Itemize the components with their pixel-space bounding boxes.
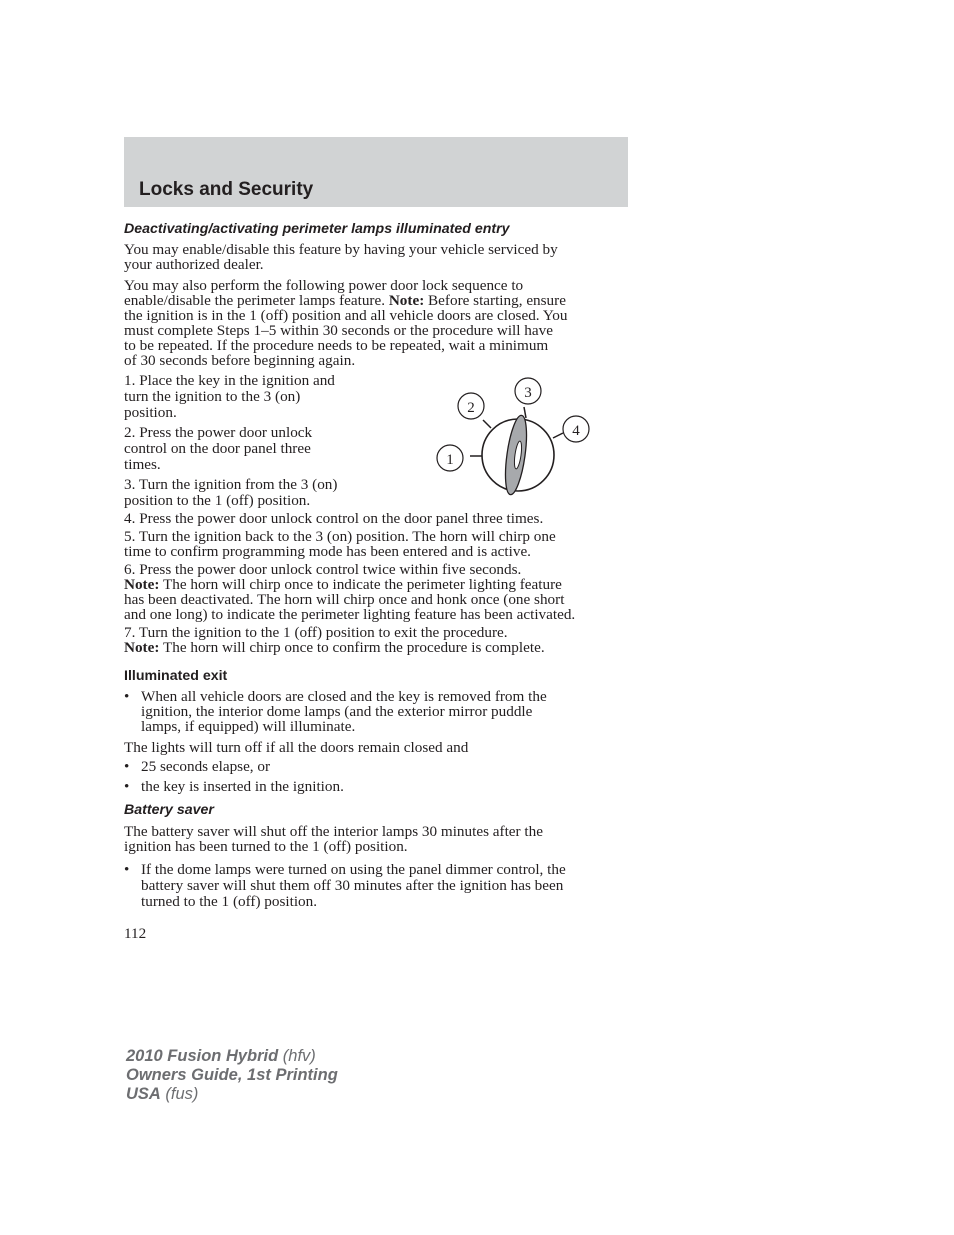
bullet-icon: •	[124, 688, 130, 705]
list-item: • If the dome lamps were turned on using the panel dimmer control, the battery saver will shut them off 30 minutes after the ignition has been turned to the 1 (off) position.	[124, 861, 566, 910]
subsection-heading-perimeter-lamps: Deactivating/activating perimeter lamps illuminated entry	[124, 221, 510, 237]
list-item: • 25 seconds elapse, or	[124, 758, 271, 775]
step-1: 1. Place the key in the ignition and turn the ignition to the 3 (on) position.	[124, 372, 335, 421]
step-2: 2. Press the power door unlock control on the door panel three times.	[124, 424, 313, 473]
text-line: to be repeated. If the procedure needs to be repeated, wait a minimum	[124, 337, 549, 354]
ignition-switch-diagram	[430, 375, 600, 500]
subsection-heading-illuminated-exit: Illuminated exit	[124, 668, 228, 684]
list-item: • When all vehicle doors are closed and the key is removed from the ignition, the interior dome lamps (and the exterior mirror puddle lamps, if equipped) will illuminate.	[124, 688, 547, 735]
text-line: You may enable/disable this feature by having your vehicle serviced by	[124, 241, 558, 258]
subsection-heading-battery-saver: Battery saver	[124, 802, 214, 818]
position-1-label: 1	[446, 452, 454, 468]
paragraph-battery-saver: The battery saver will shut off the interior lamps 30 minutes after the ignition has been turned to the 1 (off) position.	[124, 823, 543, 855]
list-item: • the key is inserted in the ignition.	[124, 778, 344, 795]
note-label: Note:	[388, 292, 425, 309]
position-2-tick	[483, 420, 491, 428]
text-line: your authorized dealer.	[124, 256, 264, 273]
note-label: Note:	[124, 639, 160, 656]
paragraph-enable-disable	[124, 242, 630, 272]
step-7: 7. Turn the ignition to the 1 (off) position to exit the procedure. Note: The horn will chirp once to confirm the procedure is complete.	[124, 624, 545, 656]
position-4-label: 4	[572, 423, 580, 439]
position-2-label: 2	[467, 400, 475, 416]
paragraph-lights-off: The lights will turn off if all the doors remain closed and	[124, 739, 469, 756]
step-3: 3. Turn the ignition from the 3 (on) position to the 1 (off) position.	[124, 476, 338, 509]
bullet-icon: •	[124, 861, 130, 878]
text-line: enable/disable the perimeter lamps feature. Note: Before starting, ensure	[124, 292, 566, 309]
step-4: 4. Press the power door unlock control on the door panel three times.	[124, 510, 544, 527]
position-3-label: 3	[524, 385, 532, 401]
step-5: 5. Turn the ignition back to the 3 (on) position. The horn will chirp one time to confirm programming mode has been entered and is active.	[124, 528, 556, 560]
text-line: the ignition is in the 1 (off) position and all vehicle doors are closed. You	[124, 307, 568, 324]
bullet-icon: •	[124, 758, 130, 775]
position-4-tick	[553, 433, 563, 438]
page-number: 112	[124, 925, 147, 942]
text-line: must complete Steps 1–5 within 30 seconds or the procedure will have	[124, 322, 553, 339]
position-3-tick	[524, 407, 526, 418]
section-header-band	[124, 137, 628, 207]
paragraph-lock-sequence	[124, 278, 630, 368]
step-6: 6. Press the power door unlock control twice within five seconds. Note: The horn will chirp once to indicate the perimeter lighting feature has been deactivated. The horn will chirp once and honk once (one short and one long) to indicate the perimeter lighting feature has been activated.	[124, 561, 576, 623]
note-label: Note:	[124, 576, 160, 593]
section-title: Locks and Security	[139, 179, 314, 200]
text-line: of 30 seconds before beginning again.	[124, 352, 356, 369]
text-line: You may also perform the following power door lock sequence to	[124, 277, 524, 294]
document-footer: 2010 Fusion Hybrid (hfv) Owners Guide, 1st Printing USA (fus)	[126, 1047, 338, 1103]
bullet-icon: •	[124, 778, 130, 795]
